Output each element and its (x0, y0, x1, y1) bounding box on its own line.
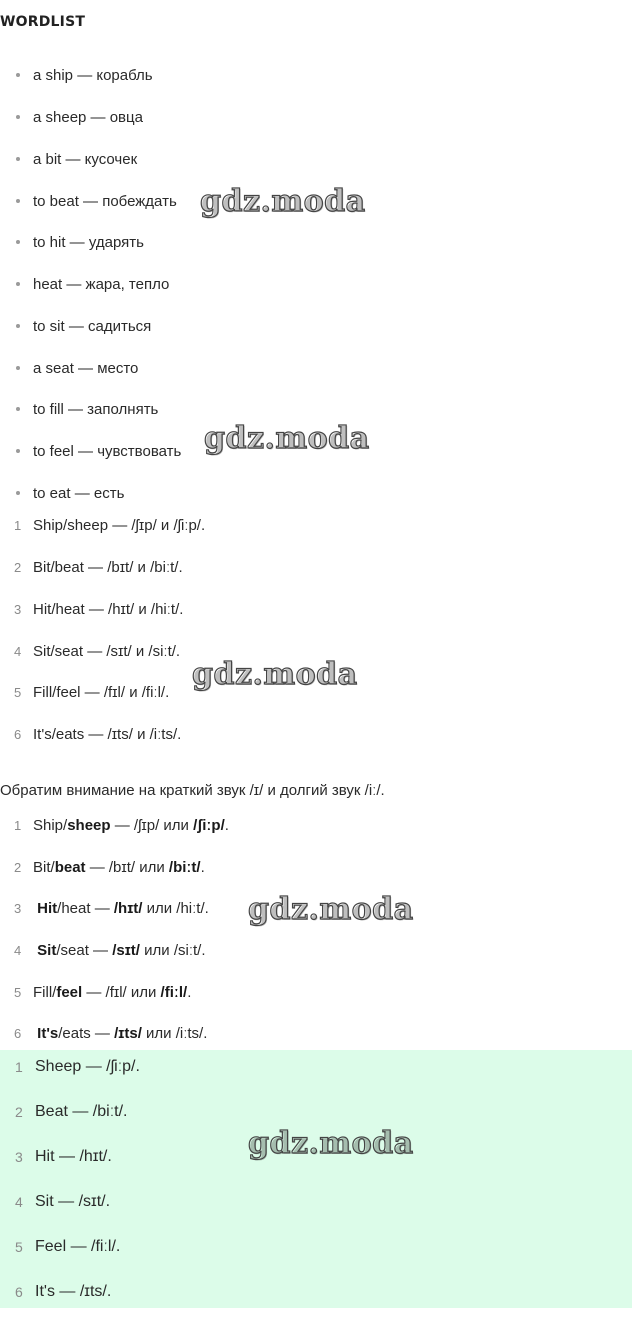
list-item (14, 857, 205, 877)
item-number: 3 (14, 601, 22, 617)
item-number: 5 (15, 1239, 23, 1255)
list-item (14, 515, 205, 535)
list-item-text: to fill — заполнять (33, 400, 159, 418)
list-item (16, 441, 181, 461)
answer-item (15, 1281, 111, 1303)
item-text: Sheep — /ʃiːp/. (35, 1058, 140, 1075)
bullet-icon (16, 199, 20, 203)
item-number: 6 (14, 726, 22, 742)
list-item (16, 191, 177, 211)
bullet-icon (16, 449, 20, 453)
item-number: 6 (15, 1284, 23, 1300)
bullet-icon (16, 282, 20, 286)
bullet-icon (16, 73, 20, 77)
list-item (16, 358, 138, 378)
watermark: gdz.moda (200, 184, 366, 219)
list-item-text: a seat — место (33, 359, 139, 377)
bullet-icon (16, 491, 20, 495)
answer-item (15, 1101, 127, 1123)
item-number: 1 (14, 517, 22, 533)
item-text: Fill/feel — /fɪl/ или /fiːl/. (33, 983, 192, 1001)
list-item (14, 557, 183, 577)
item-number: 5 (14, 684, 22, 700)
watermark: gdz.moda (192, 657, 358, 692)
list-item (14, 982, 191, 1002)
list-item-text: to hit — ударять (33, 233, 144, 251)
list-item-text: a bit — кусочек (33, 150, 138, 168)
list-item (16, 149, 137, 169)
item-text: Bit/beat — /bɪt/ и /biːt/. (33, 558, 183, 576)
watermark: gdz.moda (248, 892, 414, 927)
list-item-text: a sheep — овца (33, 108, 143, 126)
bullet-icon (16, 115, 20, 119)
item-number: 3 (15, 1149, 23, 1165)
list-item (16, 274, 169, 294)
wordlist-title: WORDLIST (0, 14, 86, 30)
list-item (16, 483, 124, 503)
item-text: Hit — /hɪt/. (35, 1148, 112, 1165)
watermark: gdz.moda (204, 421, 370, 456)
item-number: 3 (14, 900, 22, 916)
item-number: 2 (14, 559, 22, 575)
list-item-text: heat — жара, тепло (33, 275, 170, 293)
list-item-text: to beat — побеждать (33, 192, 177, 210)
bullet-icon (16, 324, 20, 328)
bullet-icon (16, 157, 20, 161)
list-item-text: to feel — чувствовать (33, 442, 182, 460)
list-item (16, 107, 143, 127)
item-number: 1 (14, 817, 22, 833)
item-number: 4 (14, 643, 22, 659)
item-text: It's — /ɪts/. (35, 1283, 112, 1300)
answer-item (15, 1191, 110, 1213)
list-item (14, 599, 183, 619)
answer-item (15, 1236, 120, 1258)
item-number: 2 (14, 859, 22, 875)
list-item (16, 316, 151, 336)
item-text: Ship/sheep — /ʃɪp/ и /ʃiːp/. (33, 516, 206, 534)
list-item (14, 724, 181, 744)
item-text: It's/eats — /ɪts/ и /iːts/. (33, 725, 182, 743)
item-text: Beat — /biːt/. (35, 1103, 128, 1120)
list-item (14, 1023, 207, 1043)
list-item (14, 641, 180, 661)
item-text: Sit — /sɪt/. (35, 1193, 111, 1210)
item-text: It's/eats — /ɪts/ или /iːts/. (37, 1024, 208, 1042)
item-number: 2 (15, 1104, 23, 1120)
item-text: Fill/feel — /fɪl/ и /fiːl/. (33, 683, 170, 701)
item-text: Sit/seat — /sɪt/ и /siːt/. (33, 642, 181, 660)
answer-item (15, 1146, 112, 1168)
item-text: Feel — /fiːl/. (35, 1238, 121, 1255)
item-number: 5 (14, 984, 22, 1000)
item-number: 4 (15, 1194, 23, 1210)
list-item (14, 682, 169, 702)
watermark: gdz.moda (248, 1126, 414, 1161)
bullet-icon (16, 366, 20, 370)
list-item (14, 940, 205, 960)
note-text: Обратим внимание на краткий звук /ɪ/ и долгий звук /iː/. (0, 782, 385, 799)
list-item-text: to eat — есть (33, 484, 125, 502)
item-text: Ship/sheep — /ʃɪp/ или /ʃiːp/. (33, 816, 229, 834)
list-item (14, 898, 209, 918)
list-item-text: to sit — садиться (33, 317, 152, 335)
bullet-icon (16, 240, 20, 244)
list-item (16, 65, 153, 85)
item-text: Hit/heat — /hɪt/ и /hiːt/. (33, 600, 184, 618)
list-item-text: a ship — корабль (33, 66, 153, 84)
list-item (14, 815, 229, 835)
item-text: Sit/seat — /sɪt/ или /siːt/. (37, 941, 206, 959)
bullet-icon (16, 407, 20, 411)
item-number: 1 (15, 1059, 23, 1075)
item-number: 6 (14, 1025, 22, 1041)
item-number: 4 (14, 942, 22, 958)
list-item (16, 399, 158, 419)
answer-item (15, 1056, 140, 1078)
list-item (16, 232, 144, 252)
item-text: Bit/beat — /bɪt/ или /biːt/. (33, 858, 205, 876)
item-text: Hit/heat — /hɪt/ или /hiːt/. (37, 899, 209, 917)
answer-box (0, 1050, 632, 1308)
